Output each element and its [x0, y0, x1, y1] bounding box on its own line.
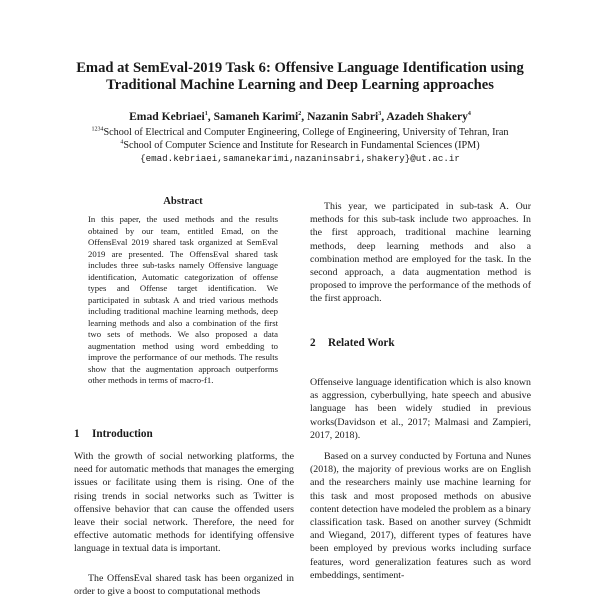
subtask-paragraph: This year, we participated in sub-task A. Our methods for this sub-task include two approaches. In the first approach, traditional machine learning methods, deep learning methods and also a combination method are employed for the task. In the second approach, a data augmentation method is proposed to improve the performance of the methods of the first approach. [310, 201, 531, 305]
affiliation-2-sup: 4 [120, 139, 124, 146]
section-number: 2 [310, 337, 316, 349]
paper-title-line2: Traditional Machine Learning and Deep Learning approaches [106, 77, 494, 93]
author-list: Emad Kebriaei$^1$, Samaneh Karimi$^2$, Nazanin Sabri$^3$, Azadeh Shakery$^4$ [129, 110, 471, 123]
affiliation-1 [20, 127, 580, 139]
author-name: Nazanin Sabri [307, 110, 379, 123]
author-sup: 4 [467, 111, 471, 118]
affiliation-2-text: School of Computer Science and Institute for Research in Fundamental Sciences (IPM) [123, 140, 480, 151]
author-emails: {emad.kebriaei,samanekarimi,nazaninsabri,shakery}@ut.ac.ir [140, 153, 460, 164]
section-number: 1 [74, 428, 80, 440]
affiliation-2 [20, 140, 580, 152]
author-sup: 1 [204, 111, 208, 118]
section-heading-related-work [310, 337, 531, 349]
abstract-text: In this paper, the used methods and the results obtained by our team, entitled Emad, on the OffensEval 2019 shared task organized at SemEval 2019 are presented. The OffensEval shared task includes three sub-tasks namely Offensive language identification, Automatic categorization of offense types and Offense target identification. We participated in subtask A and tried various methods including traditional machine learning methods, deep learning methods and also a combination of the first two sets of methods. We also proposed a data augmentation method using word embedding to improve the performance of our methods. The results show that the augmentation approach outperforms other methods in terms of macro-f1. [88, 214, 278, 385]
related-paragraph-2: Based on a survey conducted by Fortuna and Nunes (2018), the majority of previous works are on English and the researchers mainly use machine learning for this task and most proposed methods on abusive content detection have modeled the problem as a binary classification task. Based on another survey (Schmidt and Wiegand, 2017), different types of features have been employed by previous works including surface features, word generalization features such as word embeddings, sentiment- [310, 451, 531, 581]
paper-title [30, 60, 570, 94]
affiliation-1-text: School of Electrical and Computer Engineering, College of Engineering, University of Tehran, Iran [103, 127, 509, 138]
affiliation-1-sup: 1234 [91, 126, 104, 133]
abstract-heading: Abstract [163, 196, 203, 207]
section-title: Related Work [328, 337, 395, 349]
section-title: Introduction [92, 428, 153, 440]
paper-title-line1: Emad at SemEval-2019 Task 6: Offensive Language Identification using [76, 60, 524, 76]
related-paragraph-1: Offenseive language identification which is also known as aggression, cyberbullying, hate speech and abusive language has been widely studied in previous works(Davidson et al., 2017; Malmasi and Zampieri, 2017, 2018). [310, 377, 531, 441]
author-name: Samaneh Karimi [213, 110, 299, 123]
author-name: Emad Kebriaei [129, 110, 205, 123]
author-sup: 2 [298, 111, 302, 118]
intro-paragraph-2: The OffensEval shared task has been organized in order to give a boost to computational methods [74, 573, 294, 598]
author-sup: 3 [378, 111, 382, 118]
intro-paragraph-1: With the growth of social networking platforms, the need for automatic methods that manages the emerging issues or facilitate using them is rising. One of the rising trends in social networks such as Twitter is offensive behavior that can cause the offended users leave their social network. Therefore, the need for effective automatic methods for identifying offensive language in textual data is important. [74, 451, 294, 555]
author-name: Azadeh Shakery [386, 110, 468, 123]
section-heading-introduction [74, 428, 294, 440]
